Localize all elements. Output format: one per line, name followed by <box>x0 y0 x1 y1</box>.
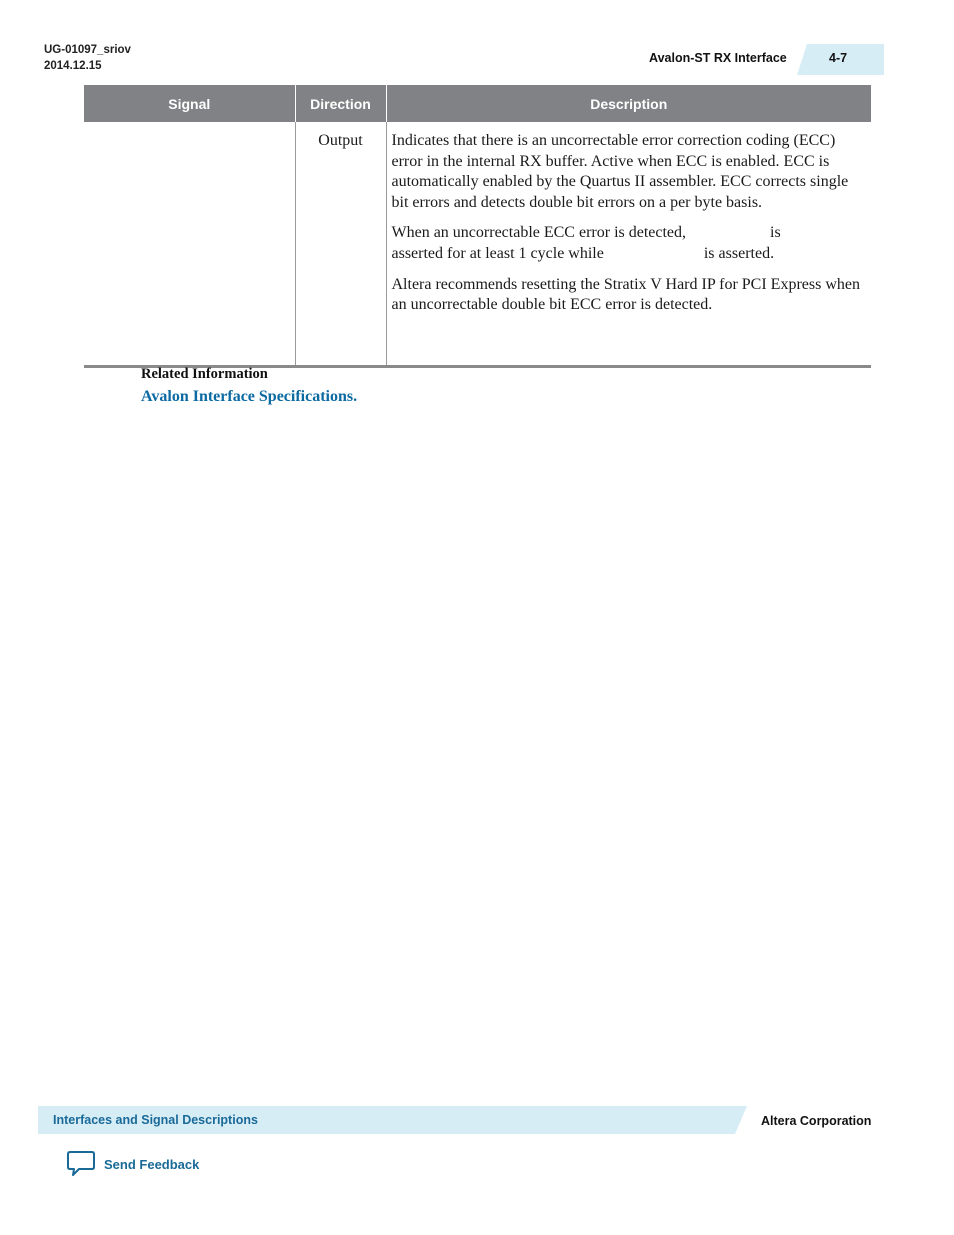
footer-company: Altera Corporation <box>761 1114 872 1128</box>
doc-id-block <box>44 42 131 74</box>
column-header-direction: Direction <box>295 85 386 122</box>
speech-bubble-icon <box>66 1150 96 1178</box>
avalon-spec-link[interactable]: Avalon Interface Specifications. <box>141 388 358 405</box>
header-section-title: Avalon-ST RX Interface <box>649 51 787 65</box>
column-header-description: Description <box>386 85 871 122</box>
description-text: When an uncorrectable ECC error is detected, <box>391 224 687 242</box>
send-feedback-button[interactable] <box>66 1150 199 1178</box>
doc-date: 2014.12.15 <box>44 60 102 72</box>
send-feedback-label: Send Feedback <box>104 1156 200 1172</box>
page-number: 4-7 <box>829 51 848 65</box>
description-cell <box>386 122 871 367</box>
description-paragraph-2 <box>392 223 862 264</box>
related-information-heading: Related Information <box>141 366 268 382</box>
direction-cell: Output <box>295 122 386 367</box>
description-text: is <box>770 224 781 242</box>
column-header-signal: Signal <box>84 85 295 122</box>
footer-section-link[interactable]: Interfaces and Signal Descriptions <box>53 1113 258 1127</box>
description-paragraph-3: Altera recommends resetting the Stratix V Hard IP for PCI Express when an uncorrectable double bit ECC error is detected. <box>391 275 860 314</box>
signal-table <box>84 85 871 368</box>
doc-id: UG-01097_sriov <box>44 44 131 56</box>
description-text: is asserted. <box>703 244 775 262</box>
description-text: asserted for at least 1 cycle while <box>391 244 604 262</box>
table-row <box>84 122 871 367</box>
table-header-row <box>84 85 871 122</box>
description-paragraph-1: Indicates that there is an uncorrectable error correction coding (ECC) error in the internal RX buffer. Active when ECC is enabled. ECC is automatically enabled by the Quartus II assembler. ECC corrects single bit errors and detects double bit errors on a per byte basis. <box>391 132 849 211</box>
signal-cell <box>84 122 295 367</box>
